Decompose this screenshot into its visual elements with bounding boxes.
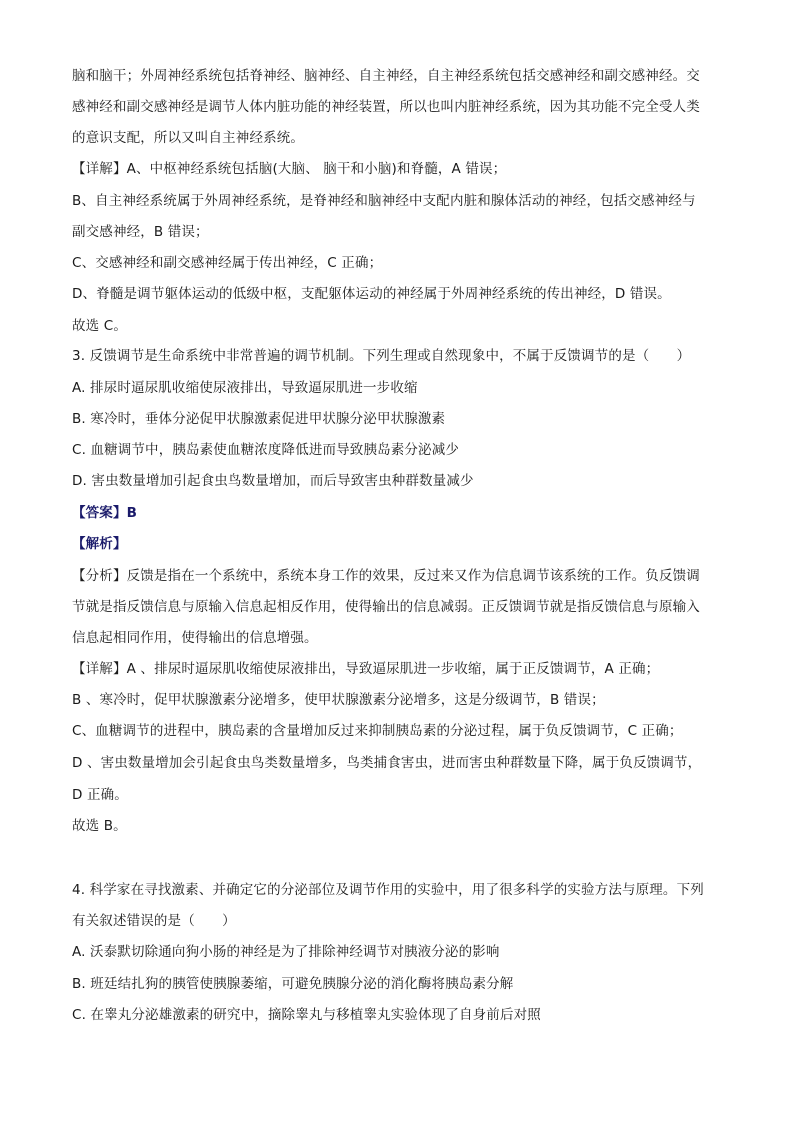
text-line: D 正确。 xyxy=(72,787,128,803)
text-line: D 、害虫数量增加会引起食虫鸟类数量增多，鸟类捕食害虫，进而害虫种群数量下降，属于负反馈调节， xyxy=(72,755,702,771)
text-line: D、脊髓是调节躯体运动的低级中枢，支配躯体运动的神经属于外周神经系统的传出神经，D 错误。 xyxy=(72,286,671,302)
text-line: 节就是指反馈信息与原输入信息起相反作用，使得输出的信息减弱。正反馈调节就是指反馈信息与原输入 xyxy=(72,599,700,615)
option-a: A. 排尿时逼尿肌收缩使尿液排出，导致逼尿肌进一步收缩 xyxy=(72,380,418,396)
text-line: 【详解】A 、排尿时逼尿肌收缩使尿液排出，导致逼尿肌进一步收缩，属于正反馈调节，A 正确； xyxy=(72,661,660,677)
option-a: A. 沃泰默切除通向狗小肠的神经是为了排除神经调节对胰液分泌的影响 xyxy=(72,944,500,960)
text-line: 信息起相同作用，使得输出的信息增强。 xyxy=(72,630,318,646)
text-line: 脑和脑干；外周神经系统包括脊神经、脑神经、自主神经，自主神经系统包括交感神经和副交感神经。交 xyxy=(72,68,700,84)
text-line: 的意识支配，所以又叫自主神经系统。 xyxy=(72,130,305,146)
text-line: 【分析】反馈是指在一个系统中，系统本身工作的效果，反过来又作为信息调节该系统的工作。负反馈调 xyxy=(72,568,700,584)
question-4-stem: 4. 科学家在寻找激素、并确定它的分泌部位及调节作用的实验中，用了很多科学的实验方法与原理。下列 xyxy=(72,882,704,898)
answer-label: 【答案】B xyxy=(72,505,138,521)
text-line: 【详解】A、中枢神经系统包括脑(大脑、 脑干和小脑)和脊髓，A 错误； xyxy=(72,161,507,177)
text-line: C、血糖调节的进程中，胰岛素的含量增加反过来抑制胰岛素的分泌过程，属于负反馈调节，C 正确； xyxy=(72,723,683,739)
option-d: D. 害虫数量增加引起食虫鸟数量增加，而后导致害虫种群数量减少 xyxy=(72,473,474,489)
text-line: C、交感神经和副交感神经属于传出神经，C 正确； xyxy=(72,255,383,271)
option-c: C. 血糖调节中，胰岛素使血糖浓度降低进而导致胰岛素分泌减少 xyxy=(72,442,460,458)
option-b: B. 寒冷时，垂体分泌促甲状腺激素促进甲状腺分泌甲状腺激素 xyxy=(72,411,446,427)
text-line: 有关叙述错误的是（ ） xyxy=(72,913,236,929)
text-line: 故选 C。 xyxy=(72,318,127,334)
text-line: B 、寒冷时，促甲状腺激素分泌增多，使甲状腺激素分泌增多，这是分级调节，B 错误； xyxy=(72,692,605,708)
option-b: B. 班廷结扎狗的胰管使胰腺萎缩，可避免胰腺分泌的消化酶将胰岛素分解 xyxy=(72,976,514,992)
option-c: C. 在睾丸分泌雄激素的研究中，摘除睾丸与移植睾丸实验体现了自身前后对照 xyxy=(72,1007,541,1023)
text-line: B、自主神经系统属于外周神经系统，是脊神经和脑神经中支配内脏和腺体活动的神经，包括交感神经与 xyxy=(72,193,696,209)
text-line: 故选 B。 xyxy=(72,818,127,834)
text-line: 感神经和副交感神经是调节人体内脏功能的神经装置，所以也叫内脏神经系统，因为其功能不完全受人类 xyxy=(72,99,700,115)
text-line: 副交感神经，B 错误； xyxy=(72,224,209,240)
question-3-stem: 3. 反馈调节是生命系统中非常普遍的调节机制。下列生理或自然现象中，不属于反馈调节的是（ ） xyxy=(72,348,691,364)
analysis-label: 【解析】 xyxy=(72,536,127,552)
